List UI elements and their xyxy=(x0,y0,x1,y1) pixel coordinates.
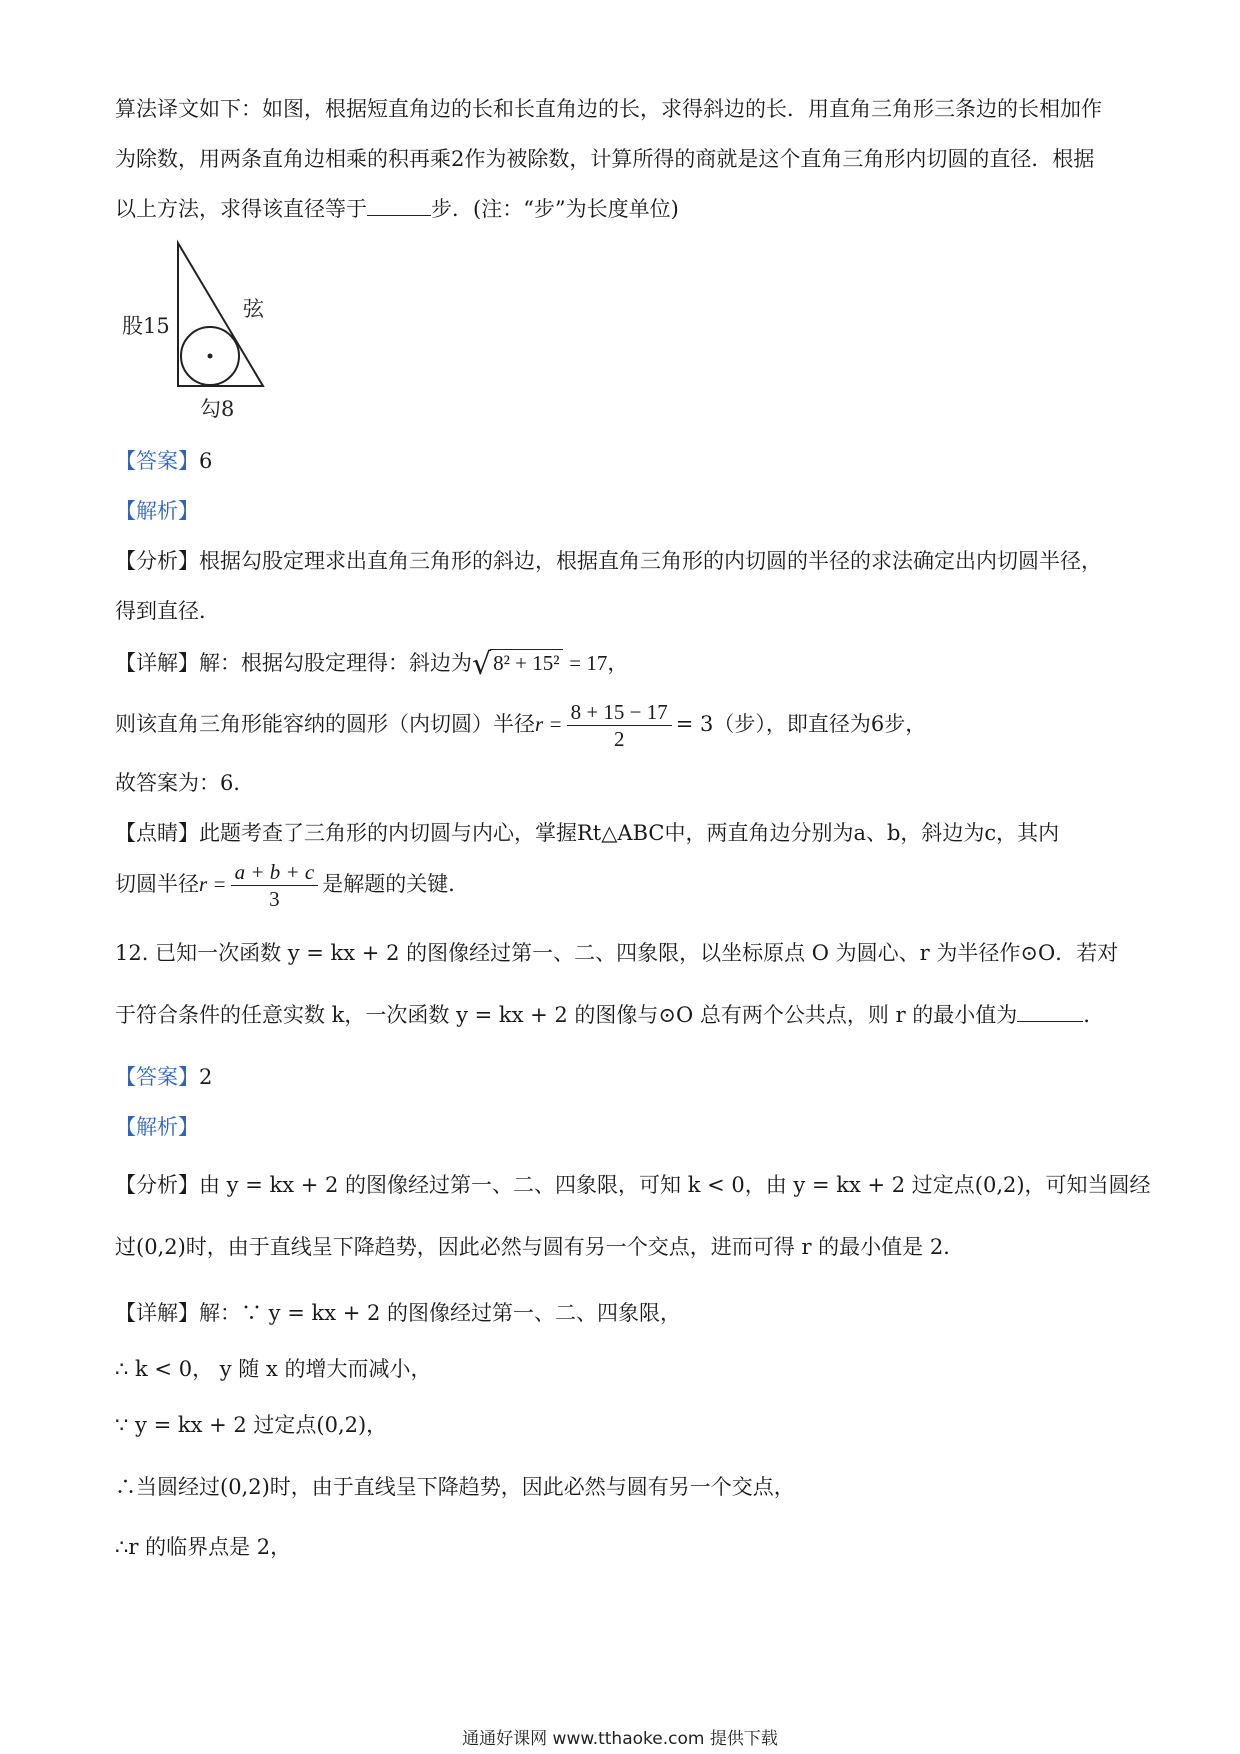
detail-tag: 【详解】 xyxy=(115,651,199,675)
radius-fraction xyxy=(567,699,672,752)
q12-fenxi-text: 由 y = kx + 2 的图像经过第一、二、四象限，可知 k < 0，由 y = kx + 2 过定点(0,2)，可知当圆经 xyxy=(199,1173,1151,1197)
radius-denominator: 2 xyxy=(613,727,625,751)
q12-answer-blank xyxy=(1017,1003,1083,1022)
q12-fenxi-line-2: 过(0,2)时，由于直线呈下降趋势，因此必然与圆有另一个交点，进而可得 r 的最小值是 2． xyxy=(115,1235,965,1259)
intro-line-2: 为除数，用两条直角边相乘的积再乘2作为被除数，计算所得的商就是这个直角三角形内切圆的直径．根据 xyxy=(115,147,1095,171)
q12-line-2 xyxy=(115,1000,1104,1030)
radius-prefix: 则该直角三角形能容纳的圆形（内切圆）半径 xyxy=(115,712,535,736)
q12-fenxi-tag: 【分析】 xyxy=(115,1173,199,1197)
q11-dianjing-line-1 xyxy=(115,818,1059,848)
q11-fenxi-line-2: 得到直径． xyxy=(115,599,220,623)
q11-fenxi-line-1 xyxy=(115,546,1102,576)
page-footer: 通通好课网 www.tthaoke.com 提供下载 xyxy=(462,1729,778,1749)
q11-dianjing-line-2 xyxy=(115,856,469,912)
answer-value: 6 xyxy=(199,449,213,473)
radius-suffix: = 3（步），即直径为6步， xyxy=(675,712,927,736)
sqrt-result: = 17， xyxy=(569,651,629,675)
q12-fenxi-line-1 xyxy=(115,1170,1151,1200)
analysis-tag: 【解析】 xyxy=(115,499,199,523)
intro-line-3-after: 步．(注：“步”为长度单位) xyxy=(431,197,679,221)
q12-analysis-tag-text: 【解析】 xyxy=(115,1115,199,1139)
sqrt-expr: 8² + 15² xyxy=(490,649,562,676)
dianjing-denominator: 3 xyxy=(269,887,280,911)
dianjing-numerator: a + b + c xyxy=(231,859,319,886)
q12-line-1: 12. 已知一次函数 y = kx + 2 的图像经过第一、二、四象限，以坐标原点 O 为圆心、r 为半径作⊙O．若对 xyxy=(115,941,1119,965)
q12-analysis-tag xyxy=(115,1112,199,1142)
answer-tag: 【答案】 xyxy=(115,449,199,473)
incenter-dot xyxy=(208,354,213,359)
dianjing-fraction xyxy=(231,859,319,912)
radius-var: r = xyxy=(535,712,563,736)
q12-line-2-after: ． xyxy=(1083,1003,1105,1027)
q12-detail-line-1 xyxy=(115,1298,681,1328)
fenxi-tag: 【分析】 xyxy=(115,549,199,573)
intro-line-3 xyxy=(115,194,679,224)
q11-detail-line xyxy=(115,648,628,680)
figure-left-label: 股15 xyxy=(122,314,170,338)
q12-step-3: ∴当圆经过(0,2)时，由于直线呈下降趋势，因此必然与圆有另一个交点， xyxy=(115,1475,795,1499)
q12-answer-value: 2 xyxy=(199,1065,213,1089)
intro-line-3-before: 以上方法，求得该直径等于 xyxy=(115,197,367,221)
q12-detail-tag: 【详解】 xyxy=(115,1301,199,1325)
q11-conclusion: 故答案为：6． xyxy=(115,771,255,795)
answer-blank xyxy=(367,197,431,216)
detail-prefix: 解：根据勾股定理得：斜边为 xyxy=(199,651,472,675)
q11-analysis-tag xyxy=(115,496,199,526)
dianjing-tag: 【点睛】 xyxy=(115,821,199,845)
sqrt-sign: √ xyxy=(472,647,492,682)
figure-bottom-label: 勾8 xyxy=(200,397,235,421)
dianjing-var: r = xyxy=(199,872,227,896)
fenxi-text: 根据勾股定理求出直角三角形的斜边，根据直角三角形的内切圆的半径的求法确定出内切圆半径， xyxy=(199,549,1102,573)
q11-answer xyxy=(115,446,212,476)
dianjing-suffix: 是解题的关键． xyxy=(322,872,470,896)
q12-line-2-before: 于符合条件的任意实数 k，一次函数 y = kx + 2 的图像与⊙O 总有两个公共点，则 r 的最小值为 xyxy=(115,1003,1018,1027)
intro-line-1: 算法译文如下：如图，根据短直角边的长和长直角边的长，求得斜边的长．用直角三角形三条边的长相加作 xyxy=(115,97,1102,121)
radius-numerator: 8 + 15 − 17 xyxy=(567,699,672,726)
triangle-figure xyxy=(110,238,290,428)
figure-hyp-label: 弦 xyxy=(243,297,264,321)
q12-step-4: ∴r 的临界点是 2， xyxy=(115,1535,292,1559)
q12-detail-text: 解：∵ y = kx + 2 的图像经过第一、二、四象限， xyxy=(199,1301,682,1325)
q12-step-1: ∴ k < 0， y 随 x 的增大而减小， xyxy=(115,1357,432,1381)
q12-answer xyxy=(115,1062,212,1092)
q11-radius-line xyxy=(115,696,926,752)
dianjing-prefix: 切圆半径 xyxy=(115,872,199,896)
q12-answer-tag: 【答案】 xyxy=(115,1065,199,1089)
dianjing-text: 此题考查了三角形的内切圆与内心，掌握Rt△ABC中，两直角边分别为a、b，斜边为c，其内 xyxy=(199,821,1060,845)
q12-step-2: ∵ y = kx + 2 过定点(0,2)， xyxy=(115,1413,388,1437)
